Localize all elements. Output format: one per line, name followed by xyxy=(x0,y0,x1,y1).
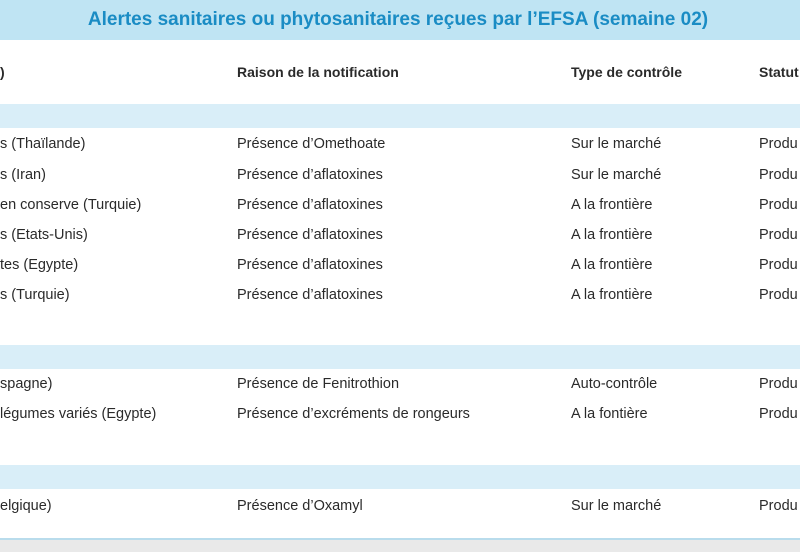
product-cell: spagne) xyxy=(0,376,53,392)
reason-cell: Présence d’aflatoxines xyxy=(237,287,383,303)
header-product: ) xyxy=(0,64,5,80)
header-reason: Raison de la notification xyxy=(237,64,399,80)
table-row xyxy=(0,492,800,522)
status-cell: Produ xyxy=(759,167,798,183)
status-cell: Produ xyxy=(759,257,798,273)
status-cell: Produ xyxy=(759,376,798,392)
reason-cell: Présence d’aflatoxines xyxy=(237,167,383,183)
reason-cell: Présence d’Omethoate xyxy=(237,136,386,152)
control-cell: A la fontière xyxy=(571,406,648,422)
reason-cell: Présence d’aflatoxines xyxy=(237,227,383,243)
product-cell: légumes variés (Egypte) xyxy=(0,406,157,422)
group-band xyxy=(0,465,800,489)
header-status: Statut xyxy=(759,64,799,80)
control-cell: A la frontière xyxy=(571,227,653,243)
table-row xyxy=(0,221,800,251)
control-cell: A la frontière xyxy=(571,197,653,213)
status-cell: Produ xyxy=(759,227,798,243)
table-row xyxy=(0,130,800,160)
status-cell: Produ xyxy=(759,197,798,213)
product-cell: elgique) xyxy=(0,498,52,514)
control-cell: Sur le marché xyxy=(571,136,662,152)
product-cell: s (Thaïlande) xyxy=(0,136,86,152)
control-cell: Sur le marché xyxy=(571,498,662,514)
status-cell: Produ xyxy=(759,406,798,422)
header-control: Type de contrôle xyxy=(571,64,682,80)
group-band xyxy=(0,104,800,128)
table-header xyxy=(0,42,800,102)
reason-cell: Présence d’aflatoxines xyxy=(237,197,383,213)
reason-cell: Présence d’aflatoxines xyxy=(237,257,383,273)
status-cell: Produ xyxy=(759,498,798,514)
control-cell: Auto-contrôle xyxy=(571,376,658,392)
product-cell: en conserve (Turquie) xyxy=(0,197,142,213)
table-row xyxy=(0,251,800,281)
control-cell: A la frontière xyxy=(571,257,653,273)
table-title: Alertes sanitaires ou phytosanitaires reçues par l’EFSA (semaine 02) xyxy=(87,9,709,30)
table-title-bar xyxy=(0,0,800,42)
group-band xyxy=(0,345,800,369)
product-cell: s (Iran) xyxy=(0,167,46,183)
product-cell: tes (Egypte) xyxy=(0,257,79,273)
reason-cell: Présence de Fenitrothion xyxy=(237,376,400,392)
control-cell: Sur le marché xyxy=(571,167,662,183)
table-row xyxy=(0,191,800,221)
table-row xyxy=(0,281,800,311)
product-cell: s (Turquie) xyxy=(0,287,70,303)
table-row xyxy=(0,161,800,191)
product-cell: s (Etats-Unis) xyxy=(0,227,88,243)
reason-cell: Présence d’Oxamyl xyxy=(237,498,363,514)
status-cell: Produ xyxy=(759,136,798,152)
control-cell: A la frontière xyxy=(571,287,653,303)
table-row xyxy=(0,400,800,430)
status-cell: Produ xyxy=(759,287,798,303)
reason-cell: Présence d’excréments de rongeurs xyxy=(237,406,470,422)
table-row xyxy=(0,370,800,400)
